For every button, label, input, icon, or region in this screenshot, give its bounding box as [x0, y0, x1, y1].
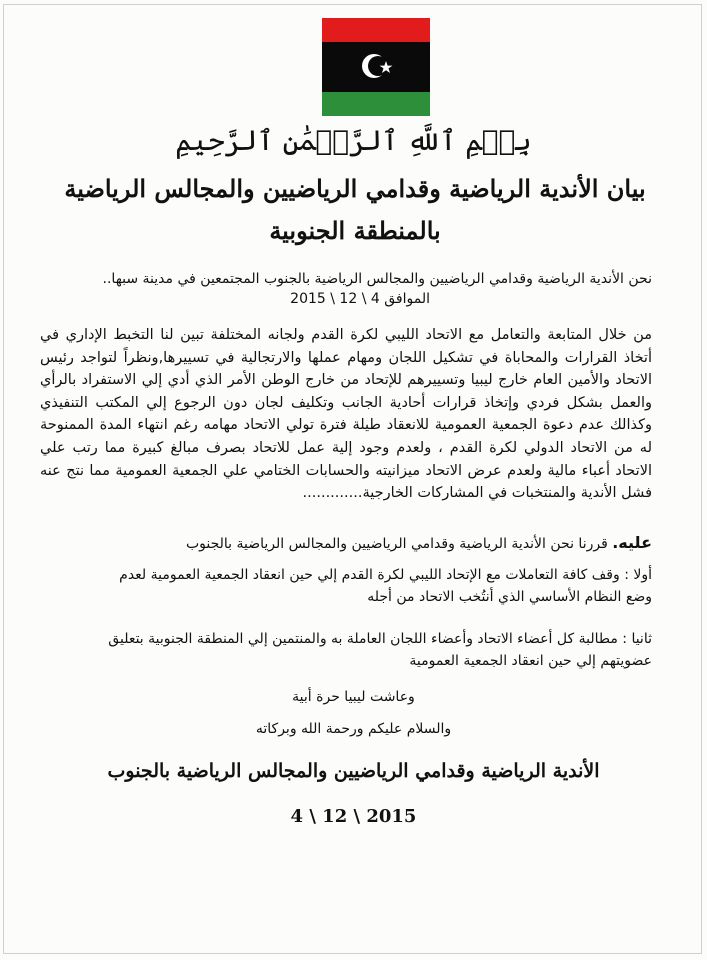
signature-date: 2015 \ 12 \ 4	[290, 806, 417, 827]
flag-green-stripe	[322, 92, 430, 116]
point-two-line-2: عضويتهم إلي حين انعقاد الجمعية العمومية	[409, 653, 652, 669]
basmala-calligraphy: بِسۡمِ ٱللَّهِ ٱلرَّحۡمَٰنِ ٱلرَّحِيمِ	[175, 124, 532, 157]
resolution-line	[40, 532, 652, 555]
crescent-star-icon	[360, 48, 394, 84]
main-paragraph: من خلال المتابعة والتعامل مع الاتحاد الليبي لكرة القدم ولجانه المختلفة تبين لنا التخبط الإداري في أتخاذ القرارات والمحاباة في تشكيل اللجان ومهام عملها والارتجالية في تسييرها,ونظراً لتواجد رئيس الاتحاد والأمين العام خارج ليبيا وتسييرهم للإتحاد من خارج الوطن الأمر الذي أدي إلي الاستفراد بالرأي والعمل بشكل فردي وإتخاذ قرارات أحادية الجانب وتكليف لجان دون الرجوع إلي المكتب التنفيذي وكذالك عدم دعوة الجمعية العمومية للانعقاد طيلة فترة تولي الاتحاد مهامه رغم انتهاء المدة الممنوحة له من الاتحاد الدولي لكرة القدم ، ولعدم وجود إلية عمل للاتحاد بصرف مبالغ كبيرة مما رتب علي الاتحاد أعباء مالية ولعدم عرض الاتحاد ميزانيته والحسابات الختامي علي الجمعية العمومية مما نتج عنه فشل الأندية والمنتخبات في المشاركات الخارجية.............	[40, 327, 652, 502]
resolution-lead: عليه.	[612, 533, 652, 552]
libya-flag-icon	[322, 18, 430, 116]
point-one	[40, 564, 652, 608]
closing-line-1: وعاشت ليبيا حرة أبية	[292, 689, 415, 705]
title-line-2: بالمنطقة الجنوبية	[269, 216, 441, 245]
intro-line-1: نحن الأندية الرياضية وقدامي الرياضيين والمجالس الرياضية بالجنوب المجتمعين في مدينة سبها..	[102, 271, 652, 287]
point-one-line-1: أولا : وقف كافة التعاملات مع الإتحاد الليبي لكرة القدم إلي حين انعقاد الجمعية العمومية لعدم	[119, 567, 652, 583]
resolution-text: قررنا نحن الأندية الرياضية وقدامي الرياضيين والمجالس الرياضية بالجنوب	[185, 536, 613, 552]
flag-red-stripe	[322, 18, 430, 42]
point-two	[40, 628, 652, 672]
closing-line-2: والسلام عليكم ورحمة الله وبركاته	[255, 721, 452, 737]
point-two-line-1: ثانيا : مطالبة كل أعضاء الاتحاد وأعضاء اللجان العاملة به والمنتمين إلي المنطقة الجنوبية بتعليق	[108, 631, 652, 647]
title-line-1: بيان الأندية الرياضية وقدامي الرياضيين والمجالس الرياضية	[64, 174, 646, 203]
intro-date: الموافق 4 \ 12 \ 2015	[290, 291, 430, 307]
statement-title	[40, 168, 670, 252]
signature: الأندية الرياضية وقدامي الرياضيين والمجالس الرياضية بالجنوب	[107, 760, 600, 782]
point-one-line-2: وضع النظام الأساسي الذي أنتُخب الاتحاد من أجله	[367, 589, 652, 605]
